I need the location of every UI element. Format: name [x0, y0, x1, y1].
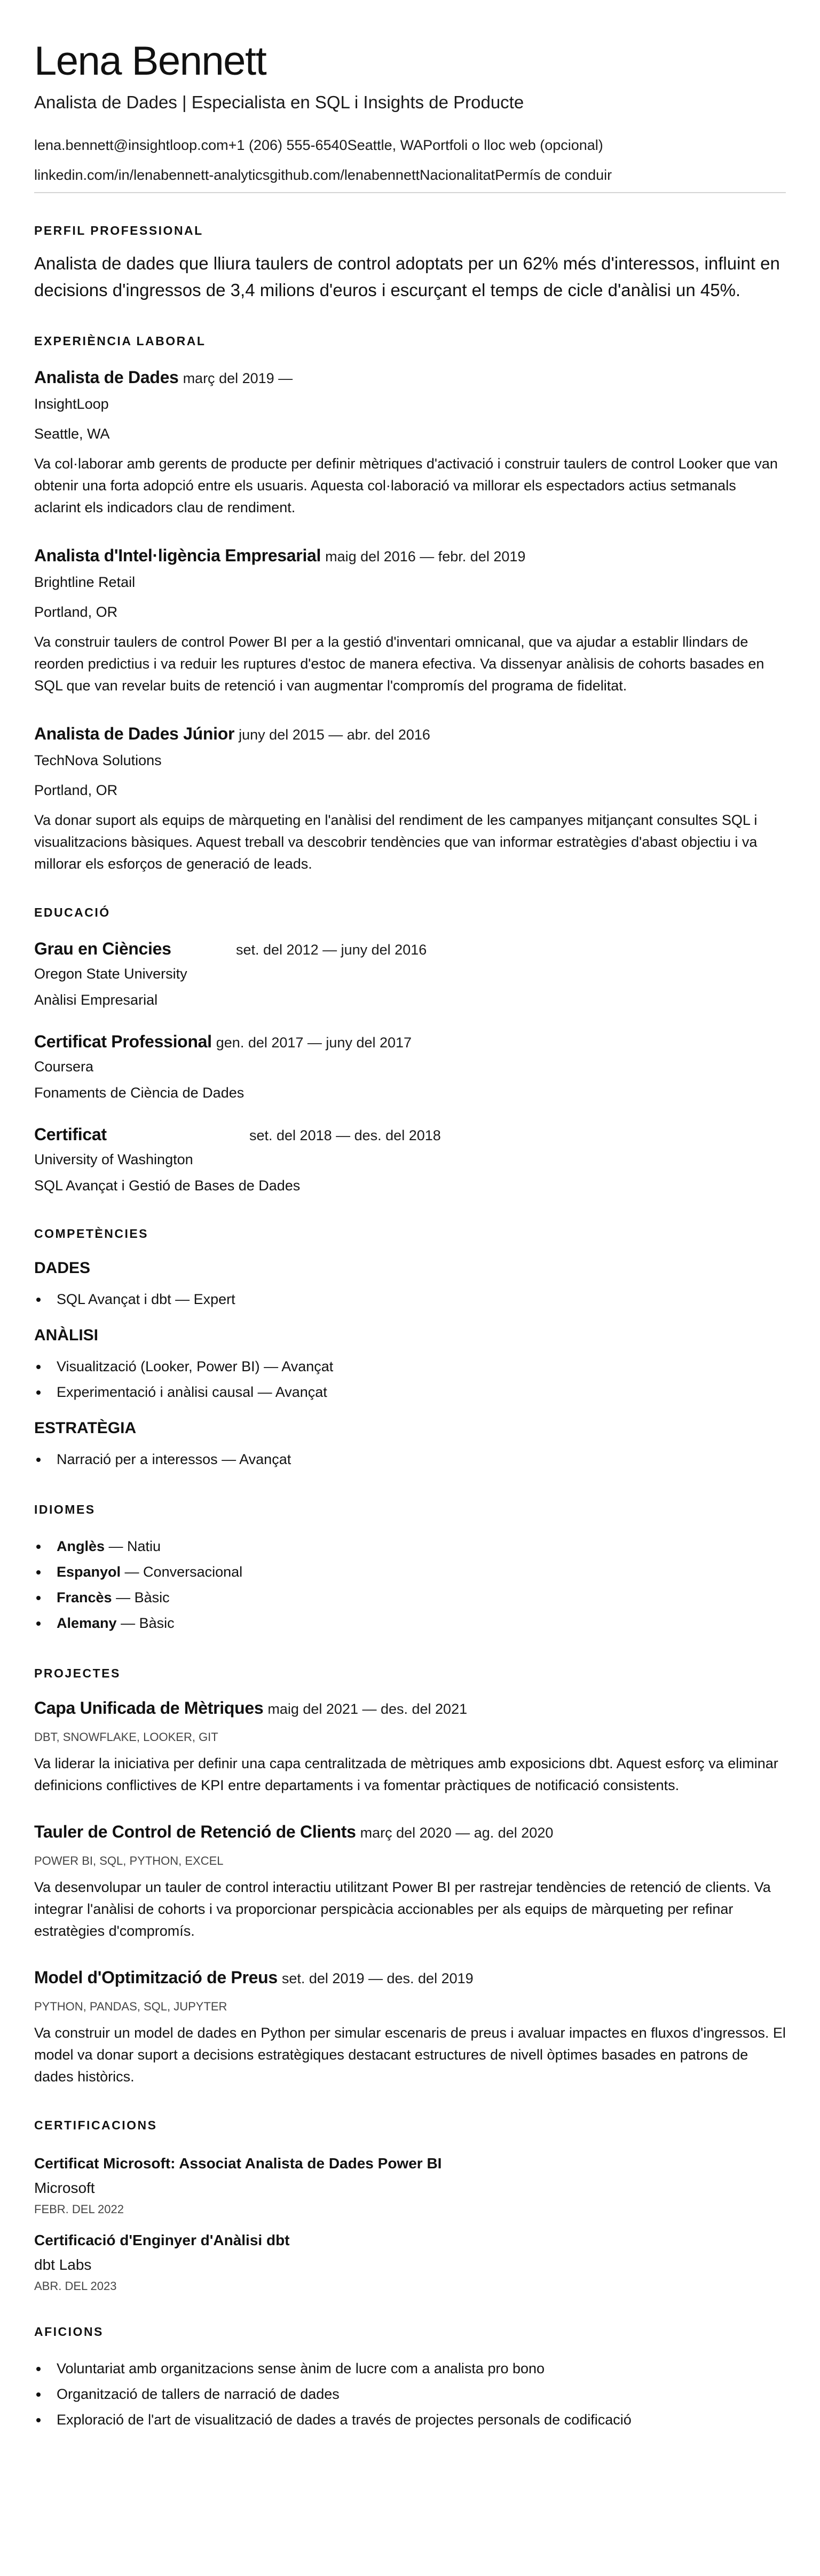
summary-section: [34, 222, 786, 304]
section-title: PROJECTES: [34, 1666, 121, 1680]
exp-list: [34, 367, 786, 875]
section-title: PERFIL PROFESSIONAL: [34, 224, 203, 237]
language-item: [34, 1533, 786, 1559]
skill-group: [34, 1325, 786, 1405]
degree-title: Grau en Ciències: [34, 939, 171, 958]
hobby-list: [34, 2356, 786, 2432]
skills-list: [34, 1258, 786, 1472]
hobby-item: Exploració de l'art de visualització de dades a través de projectes personals de codificació: [34, 2407, 786, 2432]
language-name: Espanyol: [57, 1564, 121, 1580]
nationality: Nacionalitat: [419, 167, 495, 183]
education-dates: gen. del 2017 — juny del 2017: [216, 1035, 412, 1051]
experience-entry: [34, 723, 786, 875]
hobby-item: Organització de tallers de narració de dades: [34, 2381, 786, 2407]
language-name: Francès: [57, 1589, 112, 1605]
language-item: [34, 1559, 786, 1585]
skill-item: Narració per a interessos — Avançat: [34, 1446, 786, 1472]
job-dates: març del 2019 —: [183, 370, 293, 386]
education-dates: set. del 2012 — juny del 2016: [236, 942, 427, 958]
skill-group-title: DADES: [34, 1259, 91, 1277]
language-item: [34, 1585, 786, 1610]
project-dates: març del 2020 — ag. del 2020: [360, 1825, 554, 1841]
hobby-item: Voluntariat amb organitzacions sense ànim de lucre com a analista pro bono: [34, 2356, 786, 2381]
experience-entry: [34, 367, 786, 519]
skill-group: [34, 1418, 786, 1472]
email-link[interactable]: lena.bennett@insightloop.com: [34, 137, 228, 153]
company-name: TechNova Solutions: [34, 752, 162, 768]
language-level: — Natiu: [105, 1538, 161, 1554]
language-item: [34, 1610, 786, 1636]
language-name: Anglès: [57, 1538, 105, 1554]
project-tech-stack: PYTHON, PANDAS, SQL, JUPYTER: [34, 2000, 227, 2013]
job-title: Analista de Dades Júnior: [34, 724, 235, 743]
skill-group-title: ESTRATÈGIA: [34, 1419, 137, 1437]
job-location: Portland, OR: [34, 782, 118, 798]
job-description: Va donar suport als equips de màrqueting en l'anàlisi del rendiment de les campanyes mitjançant consultes SQL i visualitzacions bàsiques. Aquest treball va descobrir tendències que van informar estratègies d'abast objectiu i va millorar els esforços de generació de leads.: [34, 812, 758, 872]
edu-list: [34, 938, 786, 1196]
language-level: — Conversacional: [121, 1564, 243, 1580]
job-dates: juny del 2015 — abr. del 2016: [239, 727, 430, 743]
job-dates: maig del 2016 — febr. del 2019: [325, 548, 526, 565]
contact-line-2: [34, 160, 786, 190]
project-name: Model d'Optimització de Preus: [34, 1968, 278, 1987]
skill-item: Experimentació i anàlisi causal — Avançat: [34, 1379, 786, 1405]
hobbies-section: [34, 2324, 786, 2432]
education-dates: set. del 2018 — des. del 2018: [249, 1127, 441, 1143]
job-title: Analista de Dades: [34, 368, 179, 387]
cert-list: [34, 2153, 786, 2294]
github-link[interactable]: github.com/lenabennett: [270, 167, 420, 183]
certification-entry: [34, 2230, 786, 2294]
field-of-study: Anàlisi Empresarial: [34, 992, 158, 1008]
project-name: Capa Unificada de Mètriques: [34, 1698, 264, 1718]
section-title: IDIOMES: [34, 1502, 96, 1516]
institution: University of Washington: [34, 1151, 193, 1167]
entry-header: [34, 1124, 786, 1146]
certifications-section: [34, 2117, 786, 2294]
certification-issuer: Microsoft: [34, 2180, 95, 2196]
candidate-name: Lena Bennett: [34, 38, 266, 84]
resume-header: [34, 37, 786, 193]
certification-name: Certificació d'Enginyer d'Anàlisi dbt: [34, 2232, 290, 2248]
certification-date: FEBR. DEL 2022: [34, 2203, 124, 2216]
language-level: — Bàsic: [116, 1615, 175, 1631]
driving-license: Permís de conduir: [495, 167, 612, 183]
language-name: Alemany: [57, 1615, 117, 1631]
project-description: Va construir un model de dades en Python per simular escenaris de preus i avaluar impactes en fluxos d'ingressos. El model va donar suport a decisions estratègiques destacant estructures de nivell òptimes basades en patrons de dades històrics.: [34, 2025, 786, 2085]
project-name: Tauler de Control de Retenció de Clients: [34, 1822, 356, 1841]
job-description: Va col·laborar amb gerents de producte per definir mètriques d'activació i construir taulers de control Looker que van obtenir una forta adopció entre els usuaris. Aquesta col·laboració va millorar els espectadors actius setmanals aclarint els indicadors clau de rendiment.: [34, 456, 778, 515]
company-name: InsightLoop: [34, 396, 109, 412]
section-title: EDUCACIÓ: [34, 905, 111, 919]
experience-entry: [34, 545, 786, 697]
entry-header: [34, 367, 786, 389]
contact-line-1: [34, 130, 786, 160]
entry-header: [34, 723, 786, 745]
project-description: Va liderar la iniciativa per definir una capa centralitzada de mètriques amb exposicions dbt. Aquest esforç va eliminar definicions conflictives de KPI entre departaments i va fomentar pràctiques de notificació consistents.: [34, 1755, 778, 1793]
phone: +1 (206) 555-6540: [228, 137, 348, 153]
entry-header: [34, 1967, 786, 1989]
field-of-study: Fonaments de Ciència de Dades: [34, 1085, 245, 1101]
languages-section: [34, 1501, 786, 1636]
section-title: CERTIFICACIONS: [34, 2118, 157, 2132]
location: Seattle, WA: [347, 137, 423, 153]
section-title: AFICIONS: [34, 2325, 104, 2339]
project-tech-stack: POWER BI, SQL, PYTHON, EXCEL: [34, 1854, 224, 1867]
experience-section: [34, 333, 786, 875]
skill-list: [34, 1286, 786, 1312]
education-section: [34, 904, 786, 1196]
summary-text: Analista de dades que lliura taulers de control adoptats per un 62% més d'interessos, influint en decisions d'ingressos de 3,4 milions d'euros i escurçant el temps de cicle d'anàlisi un 45%.: [34, 253, 780, 300]
project-dates: set. del 2019 — des. del 2019: [281, 1970, 474, 1986]
section-title: EXPERIÈNCIA LABORAL: [34, 334, 206, 348]
institution: Oregon State University: [34, 966, 187, 982]
project-entry: [34, 1697, 786, 1796]
job-location: Portland, OR: [34, 604, 118, 620]
company-name: Brightline Retail: [34, 574, 136, 590]
language-list: [34, 1533, 786, 1636]
linkedin-link[interactable]: linkedin.com/in/lenabennett-analytics: [34, 167, 270, 183]
entry-header: [34, 1821, 786, 1843]
certification-issuer: dbt Labs: [34, 2256, 92, 2273]
entry-header: [34, 545, 786, 567]
portfolio-link[interactable]: Portfoli o lloc web (opcional): [423, 137, 603, 153]
certification-date: ABR. DEL 2023: [34, 2279, 117, 2293]
entry-header: [34, 1031, 786, 1053]
project-entry: [34, 1967, 786, 2088]
project-dates: maig del 2021 — des. del 2021: [267, 1701, 468, 1717]
field-of-study: SQL Avançat i Gestió de Bases de Dades: [34, 1178, 301, 1194]
education-entry: [34, 938, 786, 1011]
skill-item: SQL Avançat i dbt — Expert: [34, 1286, 786, 1312]
job-location: Seattle, WA: [34, 426, 110, 442]
skill-group-title: ANÀLISI: [34, 1326, 98, 1344]
skills-section: [34, 1226, 786, 1472]
project-entry: [34, 1821, 786, 1942]
project-description: Va desenvolupar un tauler de control interactiu utilitzant Power BI per rastrejar tendències de retenció de clients. Va integrar l'anàlisi de cohorts i va proporcionar perspicàcia accionables per als equips de màrqueting per refinar estratègies d'compromís.: [34, 1879, 771, 1939]
education-entry: [34, 1124, 786, 1196]
job-title: Analista d'Intel·ligència Empresarial: [34, 546, 321, 565]
entry-header: [34, 1697, 786, 1720]
certification-name: Certificat Microsoft: Associat Analista de Dades Power BI: [34, 2155, 442, 2172]
education-entry: [34, 1031, 786, 1103]
institution: Coursera: [34, 1059, 94, 1075]
degree-title: Certificat: [34, 1125, 107, 1144]
certification-entry: [34, 2153, 786, 2217]
project-tech-stack: DBT, SNOWFLAKE, LOOKER, GIT: [34, 1730, 218, 1744]
skill-list: [34, 1446, 786, 1472]
skill-list: [34, 1354, 786, 1405]
section-title: COMPETÈNCIES: [34, 1227, 149, 1241]
language-level: — Bàsic: [112, 1589, 170, 1605]
headline: Analista de Dades | Especialista en SQL i Insights de Producte: [34, 92, 524, 112]
skill-item: Visualització (Looker, Power BI) — Avançat: [34, 1354, 786, 1379]
proj-list: [34, 1697, 786, 2088]
degree-title: Certificat Professional: [34, 1032, 212, 1051]
contact-info: [34, 130, 786, 193]
projects-section: [34, 1665, 786, 2088]
job-description: Va construir taulers de control Power BI per a la gestió d'inventari omnicanal, que va ajudar a establir llindars de reorden predictius i va reduir les ruptures d'estoc de manera efectiva. Va dissenyar anàlisis de cohorts basades en SQL que van revelar buits de retenció i van augmentar l'compromís del programa de fidelitat.: [34, 634, 764, 694]
skill-group: [34, 1258, 786, 1312]
entry-header: [34, 938, 786, 960]
